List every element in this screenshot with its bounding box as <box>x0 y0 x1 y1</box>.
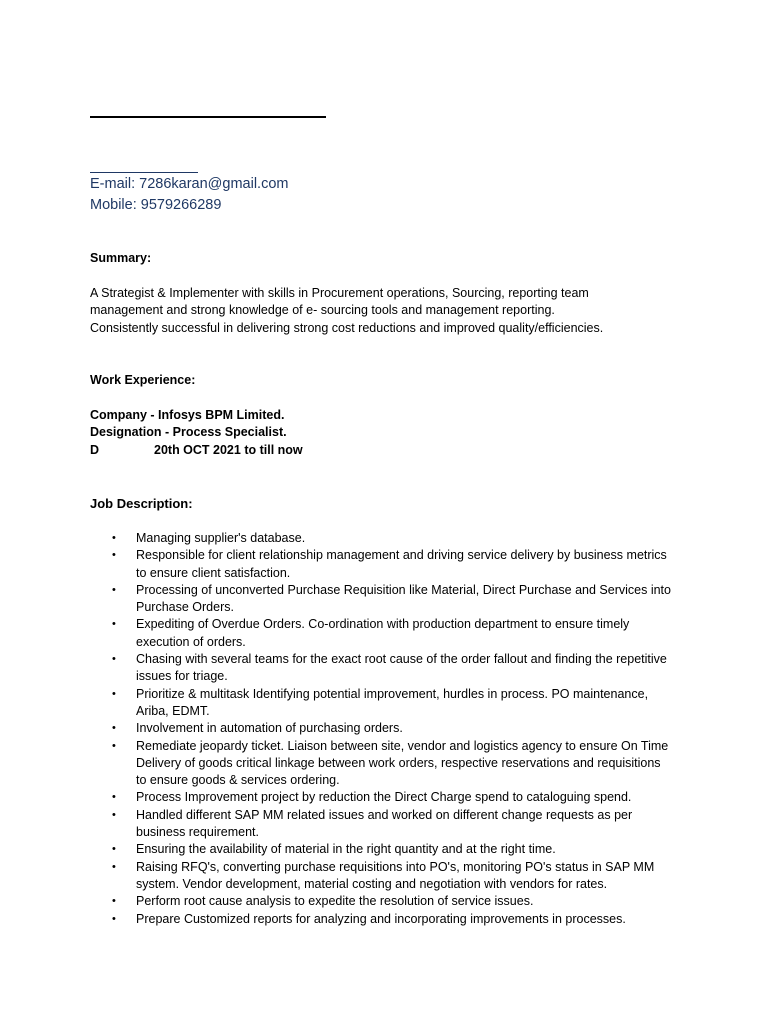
job-description-item-line: Prepare Customized reports for analyzing and incorporating improvements in processes. <box>136 911 626 926</box>
bullet-icon: • <box>112 583 116 596</box>
company-line: Company - Infosys BPM Limited. <box>90 408 285 422</box>
bullet-icon: • <box>112 618 116 631</box>
bullet-icon: • <box>112 791 116 804</box>
bullet-icon: • <box>112 687 116 700</box>
job-description-item-line: to ensure goods & services ordering. <box>136 773 340 788</box>
job-description-item <box>108 686 688 721</box>
job-description-item-line: issues for triage. <box>136 669 228 684</box>
job-description-item-line: Managing supplier's database. <box>136 531 306 545</box>
summary-line: A Strategist & Implementer with skills in Procurement operations, Sourcing, reporting team <box>90 286 589 300</box>
job-description-item <box>108 893 688 910</box>
job-description-heading: Job Description: <box>90 496 193 511</box>
job-description-item-line: Process Improvement project by reduction the Direct Charge spend to cataloguing spend. <box>136 790 632 805</box>
job-description-item <box>108 911 688 928</box>
summary-paragraph <box>90 285 690 337</box>
job-description-item-line: Responsible for client relationship management and driving service delivery by business metrics <box>136 548 667 563</box>
job-description-item <box>108 530 688 547</box>
job-description-item-line: Involvement in automation of purchasing orders. <box>136 721 403 736</box>
bullet-icon: • <box>112 843 116 856</box>
job-description-item <box>108 859 688 894</box>
job-description-item <box>108 789 688 806</box>
job-description-item <box>108 582 688 617</box>
job-description-item <box>108 720 688 737</box>
date-row <box>90 442 303 459</box>
bullet-icon: • <box>112 532 116 544</box>
job-description-item-line: to ensure client satisfaction. <box>136 565 291 580</box>
job-description-item-line: Delivery of goods critical linkage between work orders, respective reservations and requisitions <box>136 755 661 770</box>
job-description-item <box>108 651 688 686</box>
job-description-item-line: Ensuring the availability of material in the right quantity and at the right time. <box>136 842 556 857</box>
mobile-line: Mobile: 9579266289 <box>90 197 222 213</box>
work-experience-heading: Work Experience: <box>90 373 196 387</box>
date-value: 20th OCT 2021 to till now <box>154 442 303 457</box>
email-line: E-mail: 7286karan@gmail.com <box>90 176 289 192</box>
bullet-icon: • <box>112 895 116 908</box>
bullet-icon: • <box>112 912 116 925</box>
job-description-item-line: Purchase Orders. <box>136 600 234 615</box>
name-underline-rule <box>90 116 326 118</box>
job-description-item <box>108 738 688 790</box>
contact-underline-rule <box>90 172 198 173</box>
job-description-item <box>108 547 688 582</box>
job-description-item-line: Raising RFQ's, converting purchase requisitions into PO's, monitoring PO's status in SAP MM <box>136 859 655 874</box>
job-description-item-line: Prioritize & multitask Identifying potential improvement, hurdles in process. PO maintenance, <box>136 686 649 701</box>
bullet-icon: • <box>112 808 116 821</box>
job-description-item <box>108 841 688 858</box>
job-description-item <box>108 807 688 842</box>
summary-line: management and strong knowledge of e- sourcing tools and management reporting. <box>90 303 555 318</box>
job-description-item-line: Handled different SAP MM related issues and worked on different change requests as per <box>136 807 633 822</box>
designation-line: Designation - Process Specialist. <box>90 425 287 440</box>
bullet-icon: • <box>112 860 116 873</box>
contact-block <box>90 174 288 216</box>
job-description-item-line: Remediate jeopardy ticket. Liaison between site, vendor and logistics agency to ensure On Time <box>136 738 669 753</box>
date-label: D <box>90 442 100 457</box>
job-description-item-line: system. Vendor development, material costing and negotiation with vendors for rates. <box>136 876 608 891</box>
job-description-item-line: execution of orders. <box>136 634 246 649</box>
job-description-item <box>108 616 688 651</box>
job-description-item-line: Expediting of Overdue Orders. Co-ordination with production department to ensure timely <box>136 617 630 632</box>
summary-heading: Summary: <box>90 251 152 265</box>
bullet-icon: • <box>112 739 116 752</box>
bullet-icon: • <box>112 722 116 735</box>
bullet-icon: • <box>112 653 116 666</box>
bullet-icon: • <box>112 549 116 562</box>
job-description-item-line: Ariba, EDMT. <box>136 703 210 718</box>
job-description-item-line: Chasing with several teams for the exact root cause of the order fallout and finding the repetitive <box>136 652 667 667</box>
job-description-item-line: Perform root cause analysis to expedite the resolution of service issues. <box>136 894 534 909</box>
summary-line: Consistently successful in delivering strong cost reductions and improved quality/efficiencies. <box>90 320 604 335</box>
company-block <box>90 407 303 459</box>
job-description-item-line: Processing of unconverted Purchase Requisition like Material, Direct Purchase and Services into <box>136 582 671 597</box>
job-description-list <box>108 530 688 928</box>
job-description-item-line: business requirement. <box>136 825 259 840</box>
